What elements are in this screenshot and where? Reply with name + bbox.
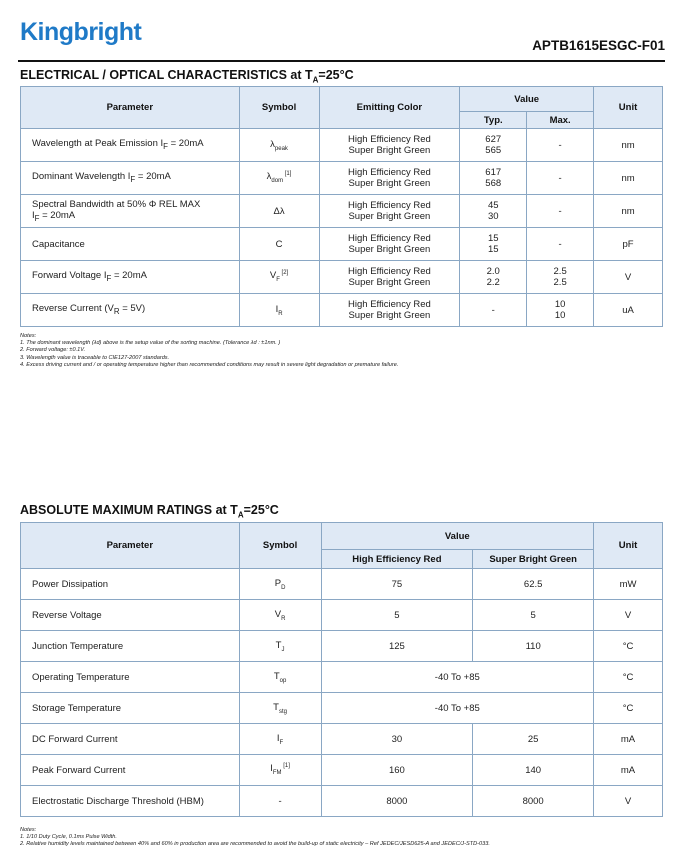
symbol-text: λ xyxy=(270,138,275,150)
parameter-subscript: F xyxy=(34,213,40,223)
max-value: - xyxy=(558,172,562,184)
col-symbol: Symbol xyxy=(239,87,319,129)
unit-cell xyxy=(594,693,663,724)
value-cell xyxy=(321,693,594,724)
unit-cell xyxy=(594,162,663,195)
parameter-text: Power Dissipation xyxy=(32,578,109,590)
symbol-cell xyxy=(239,228,319,261)
color-red: High Efficiency Red xyxy=(348,266,431,277)
symbol-cell xyxy=(239,294,319,327)
unit-cell xyxy=(594,600,663,631)
table-row xyxy=(21,724,663,755)
col-parameter: Parameter xyxy=(21,523,240,569)
unit-value: °C xyxy=(622,671,634,683)
unit-value: mA xyxy=(620,764,636,776)
value-text: 160 xyxy=(388,764,405,776)
table-row xyxy=(21,786,663,817)
max-value: - xyxy=(558,139,562,151)
parameter-cell xyxy=(21,631,240,662)
note-item: 3. Wavelength value is traceable to CIE127-2007 standards. xyxy=(20,354,170,361)
symbol-cell xyxy=(239,162,319,195)
symbol-text: - xyxy=(278,795,282,807)
note-item: 2. Forward voltage: ±0.1V. xyxy=(20,347,86,354)
parameter-cell xyxy=(21,228,240,261)
notes-heading: Notes: xyxy=(20,827,37,833)
part-number: APTB1615ESGC-F01 xyxy=(532,38,665,53)
max-value: - xyxy=(558,205,562,217)
max-cell xyxy=(527,261,594,294)
absolute-ratings-table xyxy=(20,522,663,817)
parameter-condition: = 20mA xyxy=(135,171,171,183)
note-item: 2. Relative humidity levels maintained between 40% and 60% in production area are recommended to avoid the build-up of static electricity – Ref JEDEC/JESD625-A and JEDEC/J-STD-033. xyxy=(20,841,490,848)
unit-cell xyxy=(594,228,663,261)
value-green-cell xyxy=(473,755,594,786)
value-green-cell xyxy=(473,724,594,755)
value-text: 75 xyxy=(391,578,403,590)
max-value: 2.5 xyxy=(553,277,567,288)
notes-heading: Notes: xyxy=(20,333,37,339)
parameter-cell xyxy=(21,162,240,195)
unit-cell xyxy=(594,662,663,693)
symbol-subscript: FM xyxy=(272,770,282,777)
table-row xyxy=(21,162,663,195)
note-item: 1. 1/10 Duty Cycle, 0.1ms Pulse Width. xyxy=(20,834,117,841)
symbol-subscript: J xyxy=(281,646,285,653)
col-symbol: Symbol xyxy=(239,523,321,569)
value-red-cell xyxy=(321,569,473,600)
value-text: 25 xyxy=(527,733,539,745)
parameter-text: I xyxy=(32,209,35,221)
value-text: 8000 xyxy=(522,795,544,807)
absolute-notes xyxy=(20,827,490,849)
typ-value: 15 xyxy=(487,233,499,244)
unit-cell xyxy=(594,195,663,228)
symbol-text: T xyxy=(273,701,279,713)
color-red: High Efficiency Red xyxy=(348,167,431,178)
parameter-subscript: F xyxy=(163,141,168,151)
parameter-cell xyxy=(21,129,240,162)
value-text: 30 xyxy=(391,733,403,745)
symbol-text: λ xyxy=(266,171,272,183)
parameter-cell xyxy=(21,261,240,294)
value-red-cell xyxy=(321,755,473,786)
value-green-cell xyxy=(473,600,594,631)
unit-value: nm xyxy=(621,139,635,151)
symbol-text: T xyxy=(273,670,280,682)
parameter-subscript: F xyxy=(130,174,136,184)
symbol-cell xyxy=(239,631,321,662)
value-red-cell xyxy=(321,600,473,631)
parameter-text: Reverse Current (V xyxy=(32,303,114,315)
unit-value: °C xyxy=(622,702,634,714)
value-green-cell xyxy=(473,569,594,600)
parameter-text: DC Forward Current xyxy=(32,733,118,745)
symbol-subscript: dom xyxy=(271,178,284,185)
table-row xyxy=(21,693,663,724)
table-row xyxy=(21,755,663,786)
parameter-cell xyxy=(21,294,240,327)
emitting-color-cell xyxy=(319,294,460,327)
symbol-cell xyxy=(239,724,321,755)
unit-value: nm xyxy=(621,205,635,217)
parameter-condition: = 20mA xyxy=(111,270,147,282)
parameter-cell xyxy=(21,693,240,724)
max-value: 10 xyxy=(554,310,566,321)
typ-cell xyxy=(460,195,527,228)
typ-value: 617 xyxy=(485,167,502,178)
value-text: 140 xyxy=(525,764,542,776)
parameter-text: Operating Temperature xyxy=(32,671,130,683)
parameter-subscript: R xyxy=(113,306,120,316)
col-emitting-color: Emitting Color xyxy=(319,87,460,129)
symbol-text: V xyxy=(274,608,282,620)
brand-logo: Kingbright xyxy=(20,18,142,46)
symbol-subscript: R xyxy=(278,310,283,317)
col-parameter: Parameter xyxy=(21,87,240,129)
max-value: 2.5 xyxy=(553,266,567,277)
parameter-text: Storage Temperature xyxy=(32,702,122,714)
unit-cell xyxy=(594,294,663,327)
parameter-cell xyxy=(21,786,240,817)
parameter-text: Dominant Wavelength I xyxy=(32,171,131,183)
color-green: Super Bright Green xyxy=(348,244,431,255)
max-cell xyxy=(527,294,594,327)
parameter-text: Forward Voltage I xyxy=(32,270,107,282)
table-row xyxy=(21,261,663,294)
color-red: High Efficiency Red xyxy=(348,233,431,244)
parameter-cell xyxy=(21,569,240,600)
unit-value: V xyxy=(624,271,632,283)
parameter-text: Peak Forward Current xyxy=(32,764,126,776)
value-text: -40 To +85 xyxy=(434,702,480,714)
parameter-text: Electrostatic Discharge Threshold (HBM) xyxy=(32,795,204,807)
parameter-cell xyxy=(21,662,240,693)
symbol-cell xyxy=(239,786,321,817)
color-green: Super Bright Green xyxy=(348,145,431,156)
color-red: High Efficiency Red xyxy=(348,134,431,145)
symbol-footnote: [1] xyxy=(283,171,292,178)
color-red: High Efficiency Red xyxy=(348,299,431,310)
parameter-text: Junction Temperature xyxy=(32,640,124,652)
emitting-color-cell xyxy=(319,261,460,294)
typ-value: 45 xyxy=(487,200,499,211)
emitting-color-cell xyxy=(319,162,460,195)
symbol-subscript: D xyxy=(281,584,286,591)
value-text: 5 xyxy=(530,609,536,621)
unit-value: mA xyxy=(620,733,636,745)
parameter-text: Spectral Bandwidth at 50% Φ REL MAX xyxy=(32,198,201,210)
value-cell xyxy=(321,662,594,693)
value-text: 62.5 xyxy=(523,578,543,590)
typ-value: - xyxy=(491,304,495,316)
value-text: -40 To +85 xyxy=(434,671,480,683)
symbol-cell xyxy=(239,755,321,786)
value-red-cell xyxy=(321,786,473,817)
col-super-bright-green: Super Bright Green xyxy=(473,550,594,569)
col-unit: Unit xyxy=(594,87,663,129)
typ-value: 15 xyxy=(487,244,499,255)
typ-value: 565 xyxy=(485,145,502,156)
symbol-cell xyxy=(239,129,319,162)
typ-cell xyxy=(460,129,527,162)
unit-cell xyxy=(594,724,663,755)
typ-cell xyxy=(460,261,527,294)
symbol-footnote: [1] xyxy=(281,763,290,770)
parameter-cell xyxy=(21,755,240,786)
table-row xyxy=(21,600,663,631)
unit-cell xyxy=(594,129,663,162)
table-row xyxy=(21,129,663,162)
value-green-cell xyxy=(473,631,594,662)
emitting-color-cell xyxy=(319,129,460,162)
symbol-subscript: stg xyxy=(278,708,287,715)
electrical-table xyxy=(20,86,663,327)
value-red-cell xyxy=(321,631,473,662)
parameter-condition: = 20mA xyxy=(167,138,204,150)
symbol-subscript: R xyxy=(281,615,286,622)
table-row xyxy=(21,631,663,662)
note-item: 1. The dominant wavelength (λd) above is the setup value of the sorting machine. (Tolerance λd : ±1nm. ) xyxy=(20,340,281,347)
color-red: High Efficiency Red xyxy=(348,200,431,211)
symbol-text: T xyxy=(275,639,282,651)
symbol-cell xyxy=(239,600,321,631)
unit-cell xyxy=(594,261,663,294)
table-row xyxy=(21,294,663,327)
unit-cell xyxy=(594,631,663,662)
typ-value: 2.2 xyxy=(486,277,500,288)
symbol-text: P xyxy=(274,577,282,589)
max-cell xyxy=(527,162,594,195)
table-row xyxy=(21,195,663,228)
value-text: 110 xyxy=(525,640,541,652)
table-row xyxy=(21,662,663,693)
symbol-subscript: peak xyxy=(274,145,288,152)
typ-value: 2.0 xyxy=(486,266,500,277)
symbol-cell xyxy=(239,693,321,724)
emitting-color-cell xyxy=(319,195,460,228)
symbol-cell xyxy=(239,261,319,294)
parameter-cell xyxy=(21,600,240,631)
col-value: Value xyxy=(460,87,594,112)
header-divider xyxy=(18,60,665,62)
parameter-condition: = 5V) xyxy=(119,303,146,315)
typ-cell xyxy=(460,228,527,261)
symbol-subscript: op xyxy=(279,677,287,684)
col-unit: Unit xyxy=(594,523,663,569)
parameter-cell xyxy=(21,724,240,755)
typ-cell xyxy=(460,294,527,327)
max-cell xyxy=(527,195,594,228)
symbol-text: I xyxy=(276,732,280,744)
unit-value: V xyxy=(624,609,632,621)
unit-value: V xyxy=(624,795,632,807)
symbol-cell xyxy=(239,569,321,600)
symbol-text: I xyxy=(270,763,273,775)
typ-cell xyxy=(460,162,527,195)
parameter-text: Wavelength at Peak Emission I xyxy=(32,138,164,150)
col-max: Max. xyxy=(527,112,594,129)
color-green: Super Bright Green xyxy=(348,310,431,321)
unit-value: °C xyxy=(622,640,634,652)
col-typ: Typ. xyxy=(460,112,527,129)
symbol-subscript: F xyxy=(276,277,280,284)
value-red-cell xyxy=(321,724,473,755)
unit-cell xyxy=(594,786,663,817)
max-cell xyxy=(527,228,594,261)
unit-value: nm xyxy=(621,172,635,184)
electrical-notes xyxy=(20,333,398,369)
value-text: 5 xyxy=(394,609,400,621)
symbol-cell xyxy=(239,195,319,228)
absolute-section-title: ABSOLUTE MAXIMUM RATINGS at $T_A=25^\circ C$ xyxy=(20,503,279,520)
note-item: 4. Excess driving current and / or operating temperature higher than recommended conditions may result in severe light degradation or premature failure. xyxy=(20,361,399,368)
parameter-cell xyxy=(21,195,240,228)
parameter-text: Reverse Voltage xyxy=(32,609,102,621)
parameter-subscript: F xyxy=(106,273,112,283)
unit-value: mW xyxy=(619,578,637,590)
symbol-text: C xyxy=(275,238,283,250)
emitting-color-cell xyxy=(319,228,460,261)
color-green: Super Bright Green xyxy=(348,178,431,189)
unit-value: uA xyxy=(622,304,634,316)
typ-value: 568 xyxy=(485,178,502,189)
col-high-efficiency-red: High Efficiency Red xyxy=(321,550,473,569)
unit-cell xyxy=(594,569,663,600)
color-green: Super Bright Green xyxy=(348,277,431,288)
symbol-text: V xyxy=(269,270,277,282)
unit-value: pF xyxy=(622,238,634,250)
symbol-subscript: F xyxy=(279,739,284,746)
symbol-cell xyxy=(239,662,321,693)
max-value: - xyxy=(558,238,562,250)
value-green-cell xyxy=(473,786,594,817)
unit-cell xyxy=(594,755,663,786)
value-text: 125 xyxy=(388,640,405,652)
parameter-text: Capacitance xyxy=(32,238,85,250)
symbol-footnote: [2] xyxy=(279,270,289,277)
table-row xyxy=(21,228,663,261)
electrical-section-title: ELECTRICAL / OPTICAL CHARACTERISTICS at $T_A=25^\circ C$ xyxy=(20,68,354,85)
symbol-text: Δλ xyxy=(273,205,285,217)
symbol-text: I xyxy=(275,303,279,315)
max-value: 10 xyxy=(554,299,566,310)
value-text: 8000 xyxy=(386,795,408,807)
table-row xyxy=(21,569,663,600)
max-cell xyxy=(527,129,594,162)
col-value: Value xyxy=(321,523,594,550)
typ-value: 30 xyxy=(487,211,499,222)
color-green: Super Bright Green xyxy=(348,211,431,222)
parameter-condition: = 20mA xyxy=(39,209,76,221)
typ-value: 627 xyxy=(485,134,502,145)
